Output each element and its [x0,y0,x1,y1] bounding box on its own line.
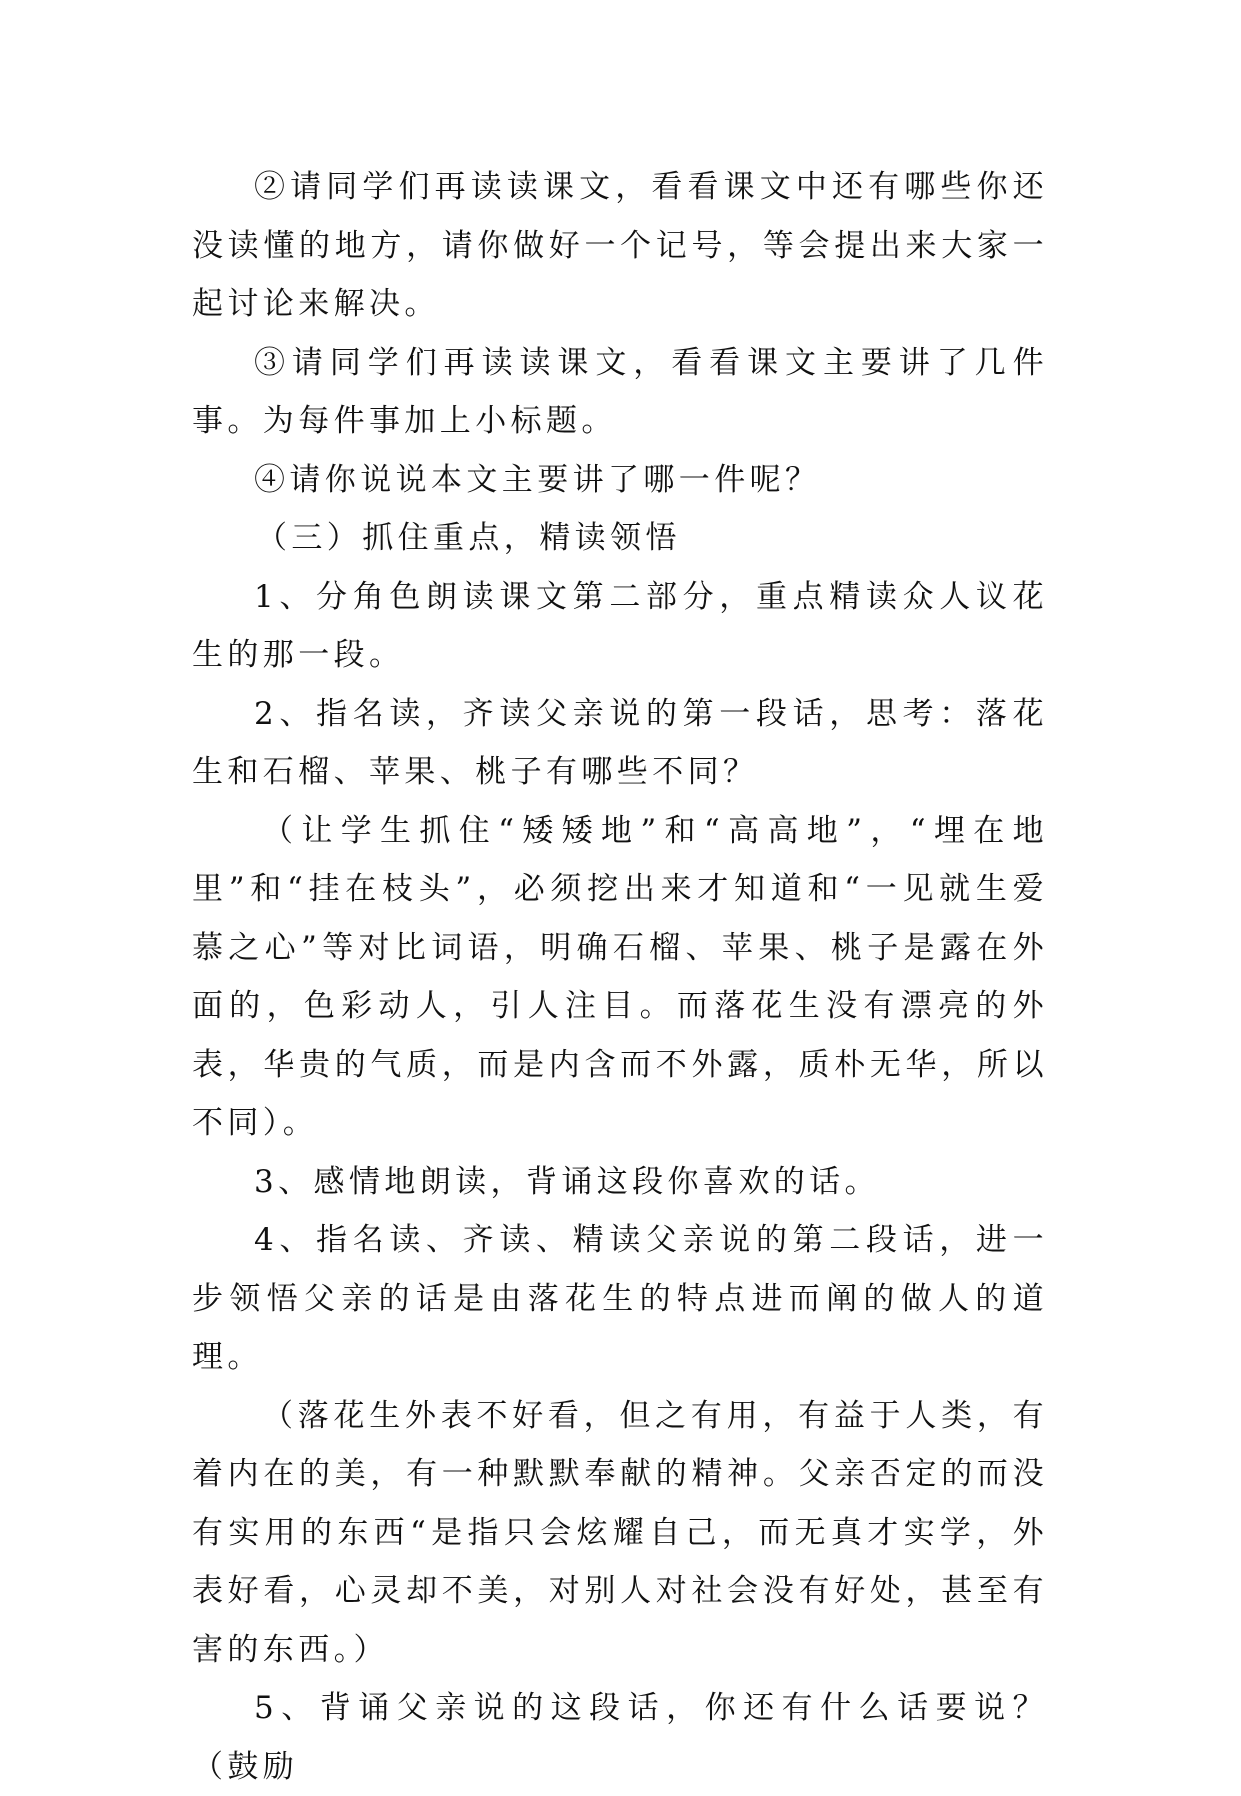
section-heading: （三）抓住重点，精读领悟 [256,520,681,556]
paragraph-note-contrast: （让学生抓住“矮矮地”和“高高地”，“埋在地里”和“挂在枝头”，必须挖出来才知道和“一见就生爱慕之心”等对比词语，明确石榴、苹果、桃子是露在外面的，色彩动人，引人注目。而落花生没有漂亮的外表，华贵的气质，而是内含而不外露，质朴无华，所以不同）。 [192,812,1048,1141]
paragraph-step-1: 1、分角色朗读课文第二部分，重点精读众人议花生的那一段。 [192,578,1048,673]
paragraph-main-event: ④请你说说本文主要讲了哪一件呢？ [254,461,821,498]
paragraph-reread-events: ③请同学们再读读课文，看看课文主要讲了几件事。为每件事加上小标题。 [192,344,1048,439]
paragraph-step-5: 5、背诵父亲说的这段话，你还有什么话要说？（鼓励 [192,1690,1048,1785]
paragraph-note-meaning: （落花生外表不好看，但之有用，有益于人类，有着内在的美，有一种默默奉献的精神。父亲否定的而没有实用的东西“是指只会炫耀自己，而无真才实学，外表好看，心灵却不美，对别人对社会没有好处，甚至有害的东西。） [192,1397,1048,1668]
paragraph-step-2: 2、指名读，齐读父亲说的第一段话，思考：落花生和石榴、苹果、桃子有哪些不同？ [192,695,1048,790]
paragraph-step-3: 3、感情地朗读，背诵这段你喜欢的话。 [254,1163,880,1200]
paragraph-reread-questions: ②请同学们再读读课文，看看课文中还有哪些你还没读懂的地方，请你做好一个记号，等会提出来大家一起讨论来解决。 [192,169,1048,322]
document-body [192,158,1048,1796]
paragraph-step-4: 4、指名读、齐读、精读父亲说的第二段话，进一步领悟父亲的话是由落花生的特点进而阐的做人的道理。 [192,1222,1048,1375]
